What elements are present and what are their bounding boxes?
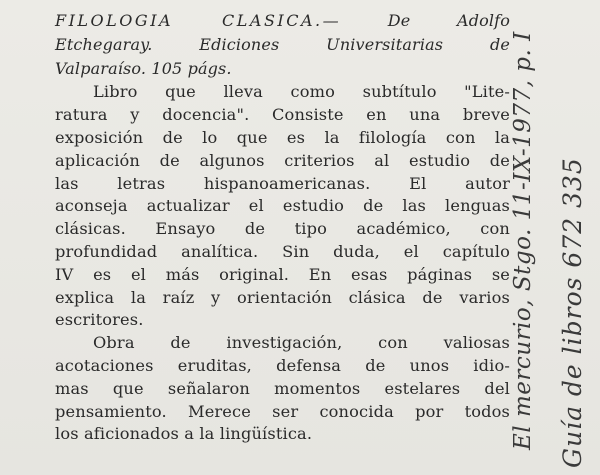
paragraph-line: pensamiento. Merece ser conocida por todos: [55, 401, 510, 421]
book-title: FILOLOGIA CLASICA.—: [55, 11, 342, 30]
paragraph-line: IV es el más original. En esas páginas se: [55, 264, 510, 284]
paragraph-line: las letras hispanoamericanas. El autor: [55, 173, 510, 193]
paragraph-line: aplicación de algunos criterios al estudio de: [55, 150, 510, 170]
handwritten-catalog-note: Guía de libros 672 335: [558, 157, 587, 468]
review-paragraph-1: [55, 81, 510, 332]
review-header-line-2: Etchegaray. Ediciones Universitarias de: [55, 34, 510, 54]
paragraph-line: los aficionados a la lingüística.: [55, 424, 313, 444]
paragraph-line: ratura y docencia". Consiste en una breve: [55, 105, 510, 125]
paragraph-line: escritores.: [55, 310, 144, 330]
author-prefix: De Adolfo: [387, 11, 510, 30]
paragraph-line: Obra de investigación, con valiosas: [93, 333, 510, 353]
paragraph-line: acotaciones eruditas, defensa de unos idio-: [55, 355, 510, 375]
paragraph-line: profundidad analítica. Sin duda, el capítulo: [55, 241, 510, 261]
paragraph-line: mas que señalaron momentos estelares del: [55, 378, 510, 398]
paragraph-line: aconseja actualizar el estudio de las lenguas: [55, 196, 510, 216]
book-review-article: [55, 10, 510, 446]
review-paragraph-2: [55, 332, 510, 446]
paragraph-line: clásicas. Ensayo de tipo académico, con: [55, 219, 510, 239]
paragraph-line: explica la raíz y orientación clásica de varios: [55, 287, 510, 307]
review-header-line-3: Valparaíso. 105 págs.: [55, 58, 232, 78]
review-header-line-1: [55, 10, 510, 33]
paragraph-line: Libro que lleva como subtítulo "Lite-: [93, 82, 510, 102]
paragraph-line: exposición de lo que es la filología con la: [55, 127, 510, 147]
handwritten-source-note: El mercurio, Stgo. 11-IX-1977, p. I: [510, 31, 536, 450]
